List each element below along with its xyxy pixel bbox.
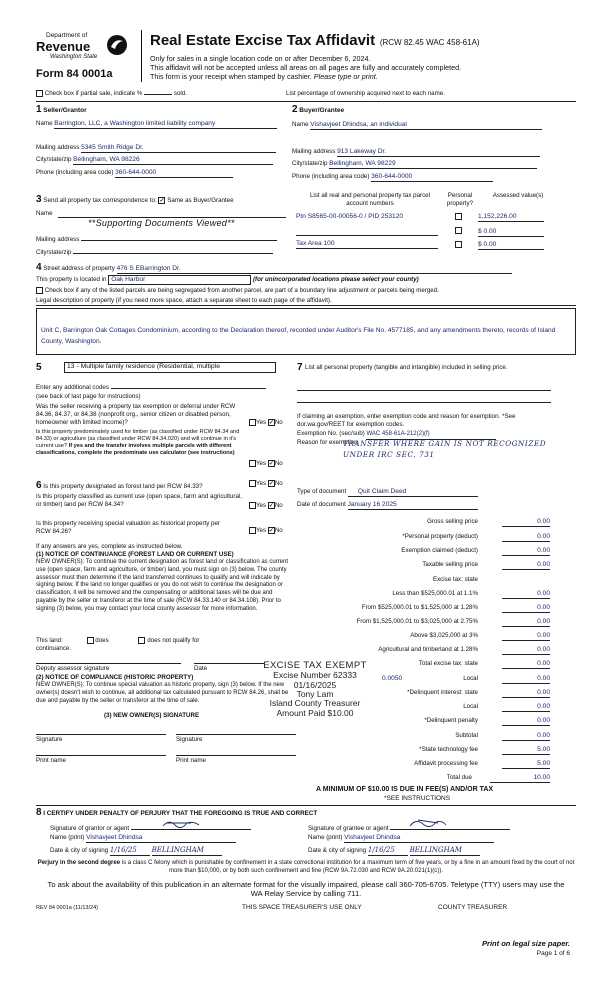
total-due-row: Total due 10.00 [296, 774, 550, 787]
historic-yes-checkbox[interactable] [249, 527, 256, 534]
delinq-penalty-value[interactable]: 0.00 [502, 717, 550, 726]
personal-property-section [297, 362, 553, 472]
historic-yes-label: Yes [256, 527, 267, 535]
grantor-signature-scribble [161, 819, 201, 829]
q1-yes-label: Yes [256, 419, 267, 427]
form-title: Real Estate Excise Tax Affidavit [150, 32, 376, 49]
header-note2: This affidavit will not be accepted unless all areas on all pages are fully and accurately completed. [150, 62, 462, 72]
tier4-value[interactable]: 0.00 [502, 632, 550, 641]
seller-name[interactable]: Barrington, LLC, a Washington limited liability company [54, 120, 277, 129]
forest-question: Is this property designated as forest land per RCW 84.33? [43, 483, 203, 490]
local2-row: Local 0.00 [296, 703, 550, 716]
correspondence-section [36, 194, 286, 262]
legal-description: Unit C, Barrington Oak Cottages Condominium, according to the Declaration thereof, recorded under Auditor's File No. 4577185, and any amendments thereto, records of Island County, Washington. [41, 327, 556, 345]
parcel-3-value[interactable]: $ 0.00 [478, 241, 544, 250]
taxable-row: Taxable selling price 0.00 [296, 561, 550, 574]
grantor-name-label: Name (print) [50, 834, 85, 841]
grantee-signature[interactable] [390, 822, 510, 830]
parcel-3-personal-checkbox[interactable] [455, 241, 462, 248]
stamp-line3: 01/16/2025 [293, 679, 337, 690]
personal-property-label: List all personal property (tangible and intangible) included in selling price. [305, 364, 508, 371]
header-note1: Only for sales in a single location code on or after December 6, 2024. [150, 53, 371, 63]
excise-state-row: Excise tax: state [432, 576, 478, 583]
header-note3: This form is your receipt when stamped by cashier. [150, 71, 312, 81]
parcels-header-assessed: Assessed value(s) [492, 192, 544, 199]
section-1-title: Seller/Grantor [43, 107, 87, 114]
current-use-no-label: No [274, 502, 283, 510]
grantee-city[interactable]: BELLINGHAM [410, 846, 480, 856]
section-2-number: 2 [292, 104, 298, 115]
deputy-date-label: Date [194, 665, 208, 672]
location-label: This property is located in [36, 276, 107, 283]
local-value[interactable]: 0.00 [502, 675, 550, 684]
same-as-buyer-label: Same as Buyer/Grantee [167, 197, 234, 204]
tier2-value[interactable]: 0.00 [502, 604, 550, 613]
new-owner-sig-title: (3) NEW OWNER(S) SIGNATURE [104, 712, 200, 719]
grantee-date[interactable]: 1/16/25 [368, 846, 408, 856]
q2-no-label: No [274, 460, 283, 468]
see-back-label: (see back of last page for instructions) [36, 393, 141, 400]
partial-sold-label: sold. [173, 90, 187, 98]
forest-no-label: No [274, 480, 283, 488]
total-due-value[interactable]: 10.00 [490, 774, 550, 783]
tier3-row: From $1,525,000.01 to $3,025,000 at 2.75% 0.00 [296, 618, 550, 631]
buyer-phone-label: Phone (including area code) [292, 173, 370, 180]
parcel-2-personal-checkbox[interactable] [455, 227, 462, 234]
delinq-state-row: *Delinquent interest: state 0.00 [296, 689, 550, 702]
stamp-line2: Excise Number 62333 [273, 670, 357, 681]
grantee-name-label: Name (print) [308, 834, 343, 841]
certification-title: I CERTIFY UNDER PENALTY OF PERJURY THAT THE FOREGOING IS TRUE AND CORRECT [43, 810, 318, 817]
dor-logo [36, 32, 132, 82]
new-owner-print-1-label: Print name [36, 757, 66, 764]
personal-row: *Personal property (deduct) 0.00 [296, 533, 550, 546]
see-instructions-note: *SEE INSTRUCTIONS [384, 795, 451, 802]
form-title-block [150, 32, 570, 81]
segregated-label: Check box if any of the listed parcels are being segregated from another parcel, are part of a boundary line adjustment or parcels being merged. [44, 287, 439, 295]
street-address[interactable]: 476 S EBarrington Dr. [117, 265, 512, 274]
buyer-name-label: Name [292, 121, 309, 128]
q1-no-checkbox[interactable] [268, 419, 275, 426]
grantee-signature-scribble [408, 817, 448, 829]
parcels-table [292, 192, 550, 258]
parcel-3[interactable]: Tax Area 100 [296, 240, 335, 247]
perjury-body: is a class C felony which is punishable by confinement in a state correctional institution for a maximum term of five years, or by a fine in an amount fixed by the court of not more than $10,000, or by both such confinement and fine (RCW 9A.72.030 and RCW 9A.20.021(1)(c)). [120, 860, 575, 874]
stamp-line4: Tony Lam [296, 689, 334, 700]
timber-question-a: Is this property predominately used for timber (as classified under RCW 84.34 and 84.33) or agriculture (as classified under RCW 84.34.020) and will continue in it's current use? [36, 429, 240, 449]
historic-no-label: No [274, 527, 283, 535]
exemption-claim-label: If claiming an exemption, enter exemption code and reason for exemption. *See dor.wa.gov/REET for exemption codes. [297, 413, 516, 428]
section-2-title: Buyer/Grantee [299, 107, 345, 114]
q2-yes-checkbox[interactable] [249, 460, 256, 467]
same-as-buyer-checkbox[interactable] [158, 197, 165, 204]
q2-yes-label: Yes [256, 460, 267, 468]
seller-name-label: Name [36, 120, 53, 127]
dept-line2: Revenue [36, 39, 91, 54]
tech-fee-row: *State technology fee 5.00 [296, 746, 550, 759]
section-6-number: 6 [36, 480, 42, 491]
grantor-date-label: Date & city of signing [50, 847, 109, 854]
exemption-reason[interactable]: TRANSFER WHERE GAIN IS NOT RECOGNIZED UNDER IRC SEC. 731 [343, 439, 547, 460]
grantee-date-label: Date & city of signing [308, 847, 367, 854]
perjury-title: Perjury in the second degree [37, 860, 121, 866]
legal-desc-label: Legal description of property (if you need more space, attach a separate sheet to each page of the affidavit). [36, 297, 332, 304]
affidavit-fee-value[interactable]: 5.00 [502, 760, 550, 769]
stamp-line6: Amount Paid $10.00 [276, 707, 354, 718]
grantee-name[interactable]: Vishavjeet Dhindsa [344, 834, 494, 843]
section-7-number: 7 [297, 362, 303, 373]
q1-yes-checkbox[interactable] [249, 419, 256, 426]
exemption-number[interactable]: WAC 458-61A-212(2)(f) [366, 431, 496, 440]
section-8-number: 8 [36, 807, 42, 818]
treasurer-use-label: THIS SPACE TREASURER'S USE ONLY [242, 904, 362, 911]
gross-value[interactable]: 0.00 [502, 518, 550, 527]
county-treasurer-label: COUNTY TREASURER [438, 904, 508, 911]
land-does-not-label: does not qualify for [147, 637, 200, 645]
q1-no-label: No [274, 419, 283, 427]
header-note3b: Please type or print. [313, 71, 378, 81]
delinq-penalty-row: *Delinquent penalty 0.00 [296, 717, 550, 730]
corr-city-label: City/state/zip [36, 249, 72, 256]
page-number: Page 1 of 6 [536, 950, 570, 957]
deputy-signature-label: Deputy assessor signature [36, 665, 110, 672]
doc-date-label: Date of document [297, 501, 346, 508]
buyer-city[interactable]: Bellingham, WA 98229 [329, 160, 537, 169]
forest-yes-checkbox[interactable] [249, 480, 256, 487]
treasurer-stamp [240, 661, 390, 718]
alt-format-note: To ask about the availability of this publication in an alternate format for the visually impaired, please call 360-705-6705. Teletype (TTY) users may use the WA Relay Service by calling 711. [47, 880, 565, 899]
parcel-1-personal-checkbox[interactable] [455, 213, 462, 220]
buyer-mail-label: Mailing address [292, 148, 336, 155]
exemption-row: Exemption claimed (deduct) 0.00 [296, 547, 550, 560]
stamp-line5: Island County Treasurer [269, 698, 361, 709]
use-code-section [36, 362, 296, 476]
partial-sale-label: Check box if partial sale, indicate % [44, 90, 143, 98]
location-select[interactable]: Oak Harbor [108, 275, 251, 285]
buyer-name[interactable]: Vishavjeet Dhindsa, an individual [310, 121, 542, 130]
personal-value[interactable]: 0.00 [502, 533, 550, 542]
parcel-1[interactable]: Ptn S8565-00-00056-0 / PID 253120 [296, 213, 404, 220]
affidavit-fee-row: Affidavit processing fee 5.00 [296, 760, 550, 773]
correspondence-label: Send all property tax correspondence to: [43, 197, 157, 204]
buyer-mail[interactable]: 913 Lakeway Dr. [337, 148, 540, 157]
section-5-number: 5 [36, 362, 42, 373]
additional-codes-label: Enter any additional codes [36, 384, 109, 391]
supporting-docs-note: **Supporting Documents Viewed** [88, 218, 235, 228]
notice-continuance-title: (1) NOTICE OF CONTINUANCE (FOREST LAND OR CURRENT USE) [36, 551, 234, 558]
minimum-due-note: A MINIMUM OF $10.00 IS DUE IN FEE(S) AND/OR TAX [316, 786, 494, 793]
parcel-2-value[interactable]: $ 0.00 [478, 228, 544, 237]
notice-compliance-title: (2) NOTICE OF COMPLIANCE (HISTORIC PROPERTY) [36, 674, 194, 681]
stamp-line1: EXCISE TAX EXEMPT [263, 660, 367, 671]
grantor-sig-label: Signature of grantor or agent [50, 825, 130, 832]
doc-date[interactable]: January 16 2025 [348, 501, 478, 510]
seller-phone[interactable]: 360-644-0000 [115, 169, 233, 178]
answers-intro: If any answers are yes, complete as instructed below. [36, 543, 183, 550]
new-owner-signature-2-label: Signature [176, 736, 203, 743]
grantor-signature[interactable] [131, 822, 251, 830]
gross-row: Gross selling price 0.00 [296, 518, 550, 531]
property-section [36, 262, 576, 356]
section-1-number: 1 [36, 104, 42, 115]
exemption-no-label: Exemption No. (sec/sub) [297, 430, 365, 437]
section-4-number: 4 [36, 262, 42, 273]
forest-no-checkbox[interactable] [268, 480, 275, 487]
seller-phone-label: Phone (including area code) [36, 169, 114, 176]
parcel-1-value[interactable]: 1,152,226.00 [478, 213, 544, 222]
subtotal-value[interactable]: 0.00 [502, 732, 550, 741]
corr-name-label: Name [36, 210, 53, 217]
seller-city-label: City/state/zip [36, 156, 72, 163]
street-label: Street address of property [43, 265, 115, 272]
total-state-value[interactable]: 0.00 [502, 660, 550, 669]
forest-yes-label: Yes [256, 480, 267, 488]
seller-city[interactable]: Bellingham, WA 98226 [73, 156, 273, 165]
historic-no-checkbox[interactable] [268, 527, 275, 534]
legal-paper-note: Print on legal size paper. [482, 939, 570, 948]
location-note: (for unincorporated locations please select your county) [252, 276, 419, 283]
notice-continuance-body: NEW OWNER(S): To continue the current designation as forest land or classification as current use (open space, farm and agriculture, or timber) land, you must sign on (3) below. The county assessor must then determine if the land transferred continues to qualify and will indicate by signing below. If the land no longer qualifies or you do not wish to continue the designation or classification, it will be removed and the compensating or additional taxes will be due and payable by the seller or transferor at the time of sale (RCW 84.33.140 or 84.34.108). Prior to signing (3) below, you may contact your local county assessor for more information. [36, 559, 288, 612]
continuance-label: continuance. [36, 645, 72, 652]
dor-swirl-icon [106, 34, 128, 56]
grantor-city[interactable]: BELLINGHAM [152, 846, 222, 856]
rev-number: REV 84 0001a (11/13/24) [36, 905, 98, 911]
segregated-checkbox[interactable] [36, 287, 43, 294]
ag-value[interactable]: 0.00 [502, 646, 550, 655]
tier4-row: Above $3,025,000 at 3% 0.00 [296, 632, 550, 645]
grantor-date[interactable]: 1/16/25 [110, 846, 150, 856]
local-row: 0.0050 Local 0.00 [296, 675, 550, 688]
doc-type-label: Type of document [297, 488, 347, 495]
total-state-row: Total excise tax: state 0.00 [296, 660, 550, 673]
grantor-name[interactable]: Vishavjeet Dhindsa [86, 834, 236, 843]
legal-description-box[interactable] [36, 308, 576, 355]
timber-question-b: If yes and the transfer involves multiple parcels with different classifications, complete the predominate use calculator (see instructions) [36, 442, 235, 456]
land-does-not-checkbox[interactable] [138, 637, 145, 644]
tier1-value[interactable]: 0.00 [502, 590, 550, 599]
corr-mail-label: Mailing address [36, 236, 80, 243]
tier3-value[interactable]: 0.00 [502, 618, 550, 627]
land-does-label: does [95, 637, 109, 645]
q2-no-checkbox[interactable] [268, 460, 275, 467]
ownership-label: List percentage of ownership acquired next to each name. [286, 90, 445, 97]
ag-row: Agricultural and timberland at 1.28% 0.00 [296, 646, 550, 659]
certification-section [36, 807, 576, 859]
delinq-state-value[interactable]: 0.00 [502, 689, 550, 698]
local-rate: 0.0050 [382, 675, 403, 682]
grantee-sig-label: Signature of grantee or agent [308, 825, 389, 832]
this-land-label: This land: [36, 637, 63, 645]
parcels-header-personal: Personal property? [446, 192, 474, 207]
buyer-phone[interactable]: 360-644-0000 [371, 173, 493, 182]
tier1-row: Less than $525,000.01 at 1.1% 0.00 [296, 590, 550, 603]
subtotal-row: Subtotal 0.00 [296, 732, 550, 745]
use-code-select[interactable]: 13 - Multiple family residence (Residential, multiple [64, 362, 276, 373]
exemption-reason-label: Reason for exemption [297, 439, 358, 446]
parcels-header-accounts: List all real and personal property tax parcel account numbers [309, 192, 431, 207]
delinq-local-value[interactable]: 0.00 [502, 703, 550, 712]
historic-question: Is this property receiving special valuation as historical property per RCW 84.26? [36, 520, 220, 535]
new-owner-signature-1-label: Signature [36, 736, 63, 743]
form-rcw: (RCW 82.45 WAC 458-61A) [379, 38, 480, 47]
section-3-number: 3 [36, 194, 42, 205]
buyer-city-label: City/state/zip [292, 160, 328, 167]
designation-section [36, 480, 298, 802]
current-use-question: Is this property classified as current use (open space, farm and agricultural, or timber) land per RCW 84.34? [36, 493, 243, 508]
partial-sale-checkbox[interactable] [36, 90, 43, 97]
perjury-note [36, 860, 576, 876]
current-use-yes-checkbox[interactable] [249, 502, 256, 509]
seller-section [36, 104, 286, 184]
tier2-row: From $525,000.01 to $1,525,000 at 1.28% 0.00 [296, 604, 550, 617]
exemption-question: Was the seller receiving a property tax exemption or deferral under RCW 84.36, 84.37, or 84.38 (nonprofit org., senior citizen or disabled person, homeowner with limited income)? [36, 403, 236, 426]
current-use-yes-label: Yes [256, 502, 267, 510]
dept-line1: Department of [46, 32, 88, 39]
seller-mail[interactable]: 5345 Smith Ridge Dr. [81, 144, 276, 153]
dept-line3: Washington State [50, 54, 98, 60]
doc-type[interactable]: Quit Claim Deed [348, 488, 478, 497]
timber-question [36, 429, 251, 457]
new-owner-print-2-label: Print name [176, 757, 206, 764]
buyer-section [292, 104, 550, 189]
notice-compliance-body: NEW OWNER(S): To continue special valuation as historic property, sign (3) below. If the new owner(s) doesn't wish to continue, all additional tax calculated pursuant to RCW 84.26, shall be due and payable by the seller or transferor at the time of sale. [36, 682, 289, 704]
taxable-value[interactable]: 0.00 [502, 561, 550, 570]
exemption-value[interactable]: 0.00 [502, 547, 550, 556]
form-number: Form 84 0001a [36, 68, 113, 80]
current-use-no-checkbox[interactable] [268, 502, 275, 509]
seller-mail-label: Mailing address [36, 144, 80, 151]
land-does-checkbox[interactable] [87, 637, 94, 644]
tech-fee-value[interactable]: 5.00 [502, 746, 550, 755]
